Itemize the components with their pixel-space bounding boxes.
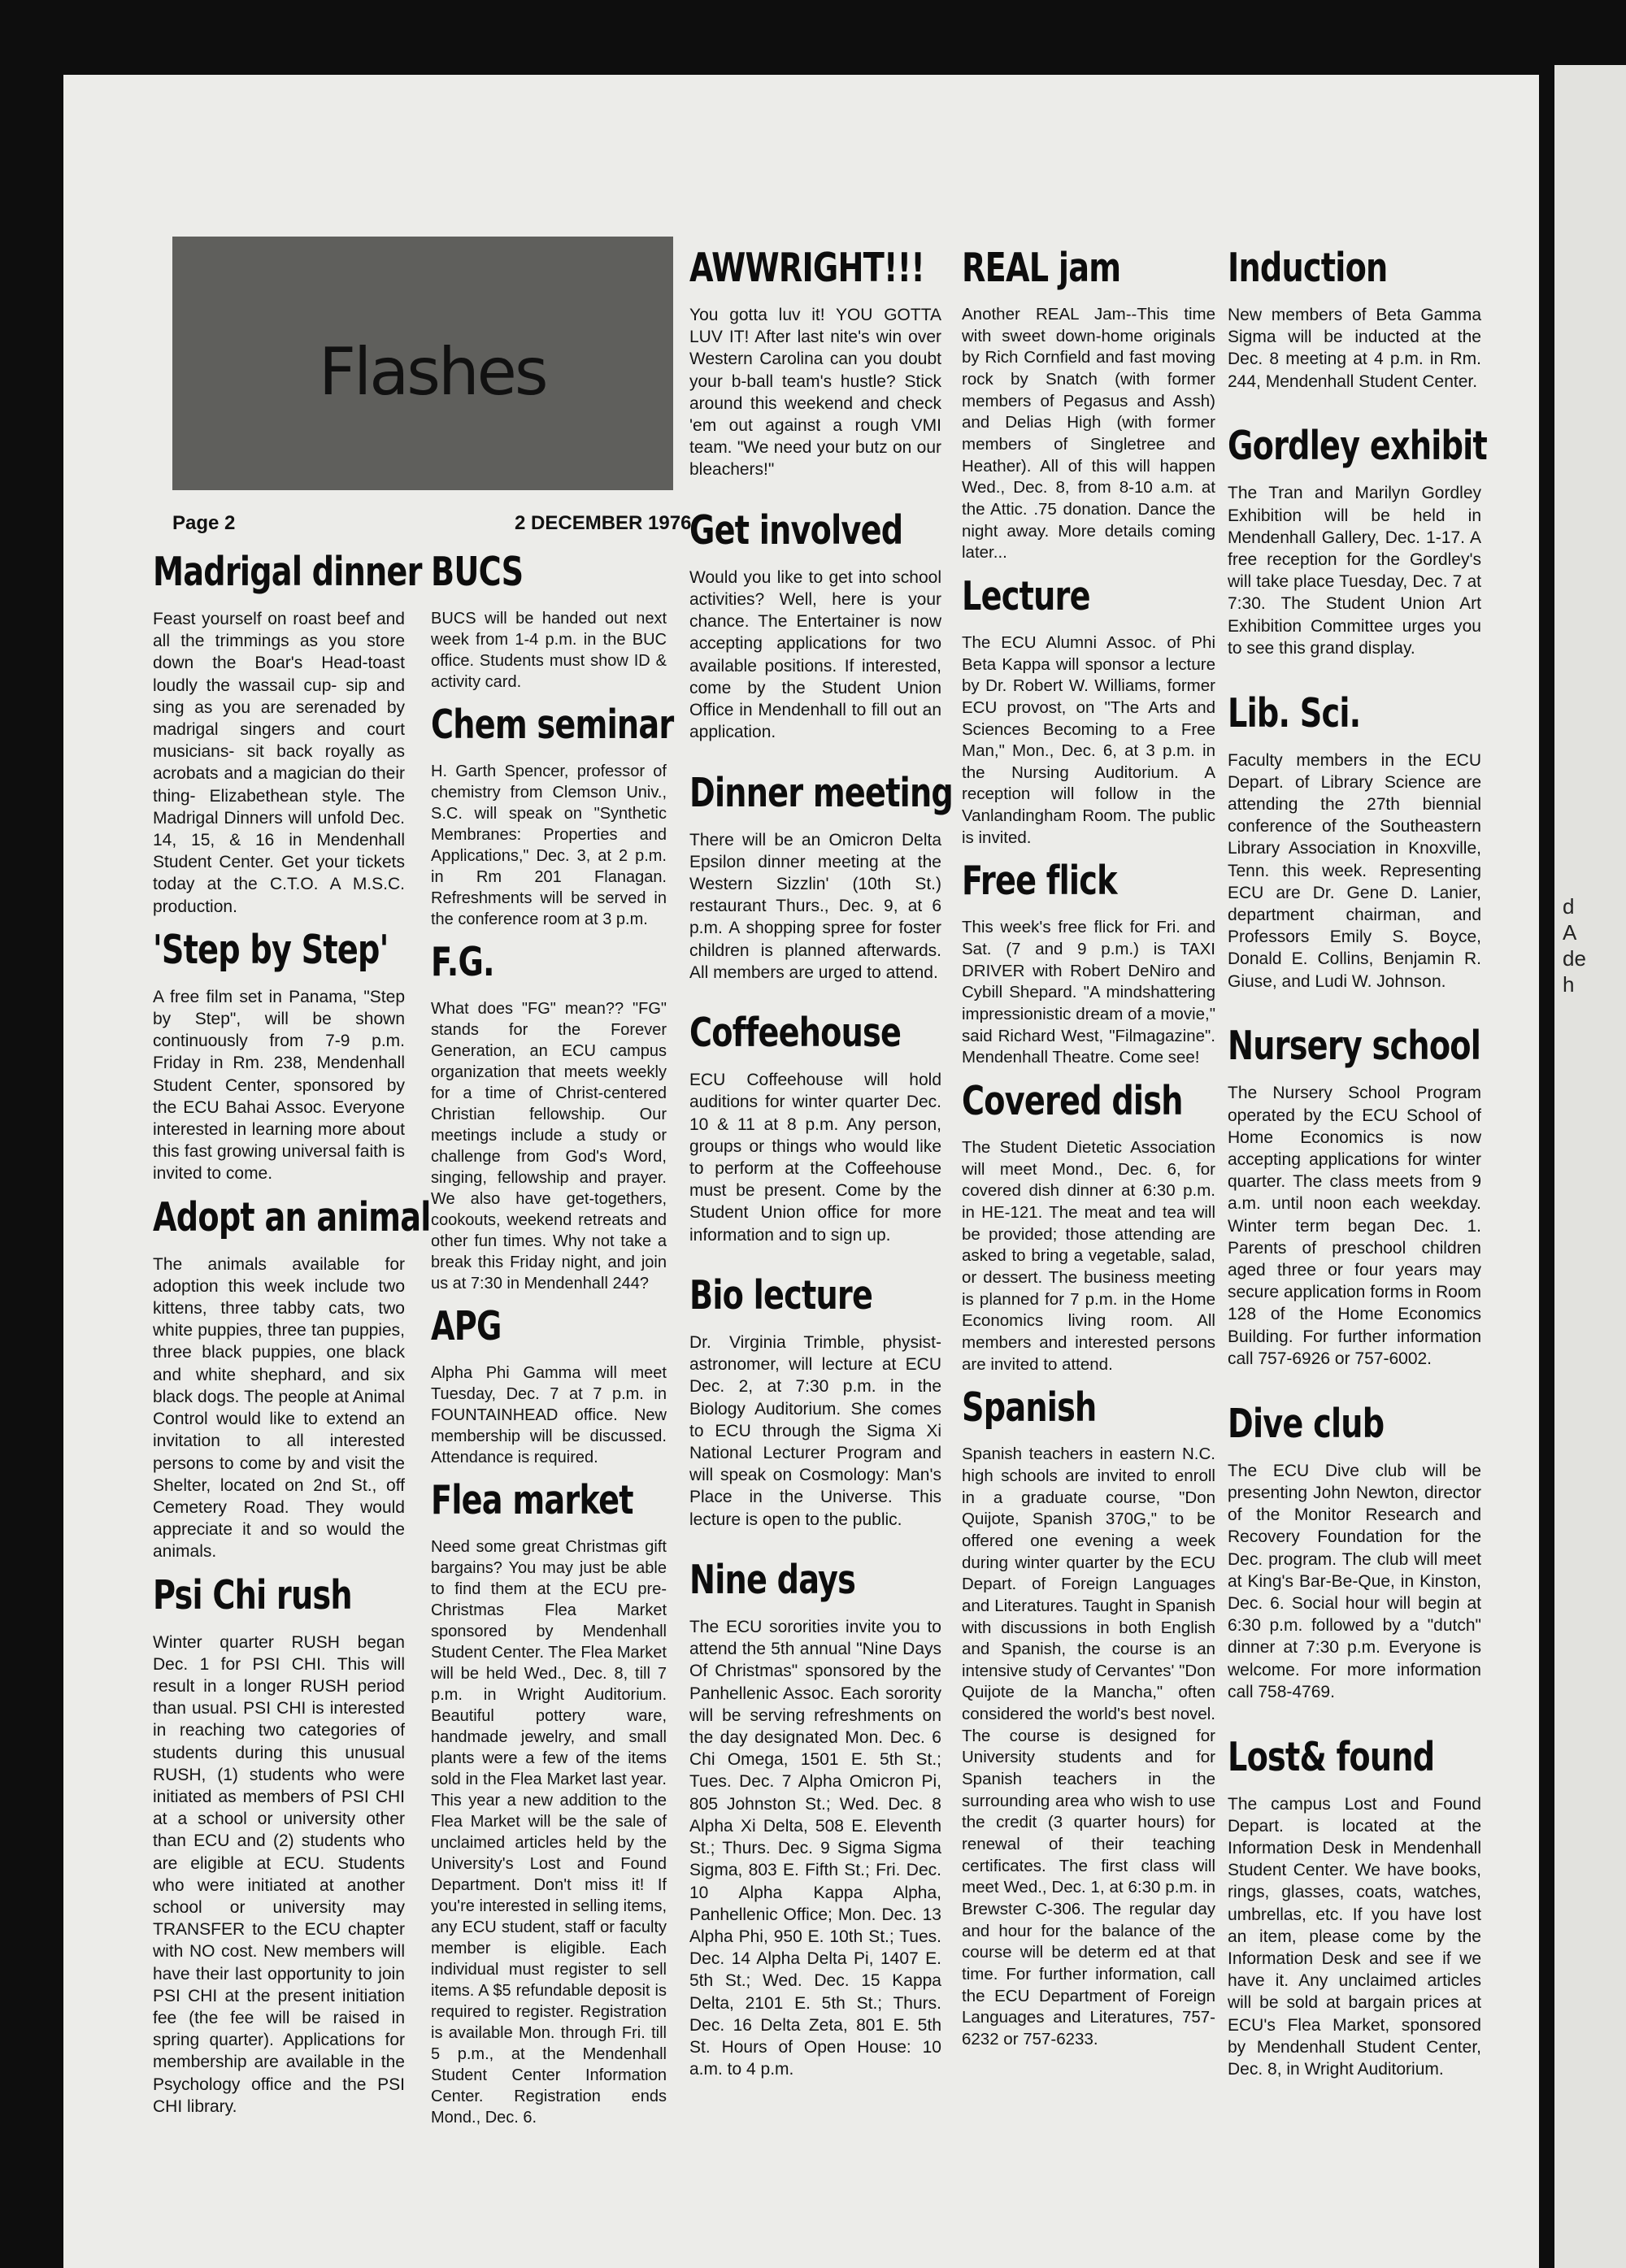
column-3 bbox=[689, 244, 954, 2080]
news-item bbox=[1228, 244, 1481, 393]
news-item bbox=[689, 769, 954, 984]
issue-date: 2 DECEMBER 1976 bbox=[515, 512, 692, 534]
news-headline: Psi Chi rush bbox=[153, 1571, 352, 1618]
news-item bbox=[431, 938, 667, 1294]
news-body: Alpha Phi Gamma will meet Tuesday, Dec. 7 at 7 p.m. in FOUNTAINHEAD office. New membership will be discussed. Attendance is required. bbox=[431, 1364, 667, 1466]
news-headline: Madrigal dinner bbox=[153, 549, 422, 595]
news-body: ECU Coffeehouse will hold auditions for winter quarter Dec. 10 & 11 at 8 p.m. Any person, groups or things who would like to perform at the Coffeehouse must be present. Come by the Student Union office for more information and to sign up. bbox=[689, 1071, 941, 1245]
news-item bbox=[1228, 689, 1481, 993]
news-headline: REAL jam bbox=[962, 245, 1121, 291]
news-headline: AWWRIGHT!!! bbox=[689, 245, 924, 291]
news-headline: Nursery school bbox=[1228, 1023, 1481, 1070]
news-headline: Lib. Sci. bbox=[1228, 689, 1361, 736]
news-body: The ECU Dive club will be presenting John Newton, director of the Monitor Research and Recovery Foundation for the Dec. program. The club will meet at King's Bar-Be-Que, in Kinston, Dec. 6. Social hour will begin at 6:30 p.m. followed by a "dutch" dinner at 7:30 p.m. Everyone is welcome. For more information call 758-4769. bbox=[1228, 1461, 1481, 1701]
news-item bbox=[962, 1077, 1215, 1375]
news-headline: Dive club bbox=[1228, 1400, 1385, 1447]
section-banner bbox=[172, 237, 673, 490]
news-item bbox=[153, 1193, 431, 1563]
news-headline: BUCS bbox=[431, 549, 524, 595]
news-item bbox=[1228, 1733, 1481, 2081]
news-item bbox=[962, 572, 1215, 849]
adjacent-page-edge bbox=[1554, 65, 1626, 2268]
news-headline: APG bbox=[431, 1303, 502, 1349]
news-headline: Lost& found bbox=[1228, 1733, 1435, 1780]
news-item bbox=[962, 1384, 1215, 2050]
news-headline: Nine days bbox=[689, 1557, 856, 1604]
section-title: Flashes bbox=[319, 334, 546, 410]
news-body: Need some great Christmas gift bargains? You may just be able to find them at the ECU pre-Christmas Flea Market sponsored by Mendenhall Student Center. The Flea Market will be held Wed., Dec. 8, till 7 p.m. in Wright Auditorium. Beautiful pottery ware, handmade jewelry, and small plants were a few of the items sold in the Flea Market last year. This year a new addition to the Flea Market will be the sale of unclaimed articles held by the University's Lost and Found Department. Don't miss it! If you're interested in selling items, any ECU student, staff or faculty member is eligible. Each individual must register to sell items. A $5 refundable deposit is required to register. Registration is available Mon. through Fri. till 5 p.m., at the Mendenhall Student Center Information Center. Registration ends Mond., Dec. 6. bbox=[431, 1538, 667, 2127]
news-item bbox=[962, 857, 1215, 1069]
column-4 bbox=[962, 244, 1215, 2051]
column-5 bbox=[1228, 244, 1487, 2080]
news-item bbox=[689, 1271, 941, 1531]
news-headline: Chem seminar bbox=[431, 702, 674, 748]
news-body: A free film set in Panama, "Step by Step", will be shown continuously from 7-9 p.m. Friday in Rm. 238, Mendenhall Student Center, sponsored by the ECU Bahai Assoc. Everyone interested in learning more about this fast growing universal faith is invited to come. bbox=[153, 987, 405, 1184]
news-item bbox=[962, 244, 1215, 564]
news-body: Feast yourself on roast beef and all the trimmings as you store down the Boar's Head-toast loudly the wassail cup- sip and sing as you are serenaded by madrigal singers and court musicians- sit back royally as acrobats and a magician do their thing- Elizabethean style. The Madrigal Dinners will unfold Dec. 14, 15, & 16 in Mendenhall Student Center. Get your tickets today at the C.T.O. A M.S.C. production. bbox=[153, 610, 405, 916]
news-item bbox=[431, 701, 674, 930]
news-headline: Lecture bbox=[962, 572, 1090, 619]
news-body: The animals available for adoption this week include two kittens, three tabby cats, two white puppies, three tan puppies, three black puppies, one black and white shephard, and six black dogs. The people at Animal Control would like to extend an invitation to all interested persons to come by and visit the Shelter, located on 2nd St., off Cemetery Road. They would appreciate it and so would the animals. bbox=[153, 1254, 405, 1562]
news-item bbox=[1228, 1022, 1481, 1370]
page-number: Page 2 bbox=[172, 512, 236, 534]
news-body: BUCS will be handed out next week from 1-4 p.m. in the BUC office. Students must show ID & activity card. bbox=[431, 610, 667, 691]
news-item bbox=[689, 1556, 941, 2080]
news-headline: Spanish bbox=[962, 1384, 1097, 1432]
news-headline: Bio lecture bbox=[689, 1272, 873, 1319]
news-body: What does "FG" mean?? "FG" stands for the Forever Generation, an ECU campus organization that meets weekly for a time of Christ-centered Christian fellowship. Our meetings include a study or challenge from God's Word, singing, fellowship and prayer. We also have get-togethers, cookouts, weekend retreats and other fun times. Why not take a break this Friday night, and join us at 7:30 in Mendenhall 244? bbox=[431, 1000, 667, 1293]
news-headline: F.G. bbox=[431, 939, 494, 985]
column-1 bbox=[153, 548, 431, 2118]
news-headline: Induction bbox=[1228, 245, 1388, 291]
news-item bbox=[153, 1571, 405, 2118]
news-body: You gotta luv it! YOU GOTTA LUV IT! After last nite's win over Western Carolina can you doubt your b-ball team's hustle? Stick around this weekend and check 'em out against a rough VMI team. "We need your butz on our bleachers!" bbox=[689, 306, 941, 480]
news-body: Winter quarter RUSH began Dec. 1 for PSI CHI. This will result in a longer RUSH period than usual. PSI CHI is interested in reaching two categories of students during this unusual RUSH, (1) students who were initiated as members of PSI CHI at a school or university other than ECU and (2) students who are eligible at ECU. Students who were initiated at another school or university may TRANSFER to the ECU chapter with NO cost. New members will have their last opportunity to join PSI CHI at the present initiation fee (the fee will be raised in spring quarter). Applications for membership are available in the Psychology office and the PSI CHI library. bbox=[153, 1632, 405, 2116]
news-headline: 'Step by Step' bbox=[153, 926, 389, 973]
news-headline: Adopt an animal bbox=[153, 1193, 431, 1240]
edge-fragment: de bbox=[1563, 946, 1586, 971]
news-body: The Nursery School Program operated by the ECU School of Home Economics is now accepting applications for winter quarter. The class meets from 9 a.m. until noon each weekday. Winter term began Dec. 1. Parents of preschool children aged three or four years may secure application forms in Room 128 of the Home Economics Building. For further information call 757-6926 or 757-6002. bbox=[1228, 1084, 1481, 1368]
edge-fragment: d bbox=[1563, 894, 1575, 919]
news-body: H. Garth Spencer, professor of chemistry from Clemson Univ., S.C. will speak on "Synthetic Membranes: Properties and Applications," Dec. 3, at 2 p.m. in Rm 201 Flanagan. Refreshments will be served in the conference room at 3 p.m. bbox=[431, 763, 667, 928]
edge-fragment: A bbox=[1563, 920, 1577, 945]
column-2 bbox=[431, 548, 674, 2128]
news-headline: Get involved bbox=[689, 506, 903, 554]
news-body: The campus Lost and Found Depart. is located at the Information Desk in Mendenhall Student Center. We have books, rings, glasses, coats, watches, umbrellas, etc. If you have lost an item, please come by the Information Desk and see if we have it. Any unclaimed articles will be sold at bargain prices at ECU's Flea Market, sponsored by Mendenhall Student Center, Dec. 8, in Wright Auditorium. bbox=[1228, 1794, 1481, 2079]
news-headline: Dinner meeting bbox=[689, 769, 954, 816]
news-headline: Coffeehouse bbox=[689, 1010, 902, 1057]
news-body: The Tran and Marilyn Gordley Exhibition will be held in Mendenhall Gallery, Dec. 1-17. A free reception for the Gordley's will take place Tuesday, Dec. 7 at 7:30. The Student Union Art Exhibition Committee urges you to see this grand display. bbox=[1228, 484, 1481, 658]
news-body: There will be an Omicron Delta Epsilon dinner meeting at the Western Sizzlin' (10th St.) restaurant Thurs., Dec. 9, at 6 p.m. A shopping spree for foster children is planned afterwards. All members are urged to attend. bbox=[689, 830, 941, 982]
news-body: Spanish teachers in eastern N.C. high schools are invited to enroll in a graduate course, "Don Quijote, Spanish 370G," to be offered one evening a week during winter quarter by the ECU Depart. of Foreign Languages and Literatures. Taught in Spanish with discussions in both English and Spanish, the course is an intensive study of Cervantes' "Don Quijote de la Mancha," often considered the world's best novel. The course is designed for University students and for Spanish teachers in the surrounding area who wish to use the credit (3 quarter hours) for renewal of their teaching certificates. The first class will meet Wed., Dec. 1, at 6:30 p.m. in Brewster C-306. The regular day and hour for the balance of the course will be determ ed at that time. For further information, call the ECU Department of Foreign Languages and Literatures, 757-6232 or 757-6233. bbox=[962, 1445, 1216, 2049]
news-body: The ECU sororities invite you to attend the 5th annual "Nine Days Of Christmas" sponsored by the Panhellenic Assoc. Each sorority will be serving refreshments on the day designated Mon. Dec. 6 Chi Omega, 1501 E. 5th St.; Tues. Dec. 7 Alpha Omicron Pi, 805 Johnston St.; Wed. Dec. 8 Alpha Xi Delta, 508 E. Eleventh St.; Thurs. Dec. 9 Sigma Sigma Sigma, 803 E. Fifth St.; Fri. Dec. 10 Alpha Kappa Alpha, Panhellenic Office; Mon. Dec. 13 Alpha Phi, 950 E. 10th St.; Tues. Dec. 14 Alpha Delta Pi, 1407 E. 5th St.; Wed. Dec. 15 Kappa Delta, 2101 E. 5th St.; Thurs. Dec. 16 Delta Zeta, 801 E. 5th St. Hours of Open House: 10 a.m. to 4 p.m. bbox=[689, 1618, 941, 2079]
edge-fragment: h bbox=[1563, 972, 1575, 997]
news-headline: Covered dish bbox=[962, 1078, 1183, 1125]
news-item bbox=[431, 1476, 667, 2128]
news-body: Faculty members in the ECU Depart. of Library Science are attending the 27th biennial conference of the Southeastern Library Association in Knoxville, Tenn. this week. Representing ECU are Dr. Gene D. Lanier, department chairman, and Professors Emily S. Boyce, Donald E. Collins, Benjamin R. Giuse, and Ludi W. Johnson. bbox=[1228, 750, 1481, 991]
news-item bbox=[153, 926, 405, 1185]
news-headline: Flea market bbox=[431, 1477, 633, 1523]
news-item bbox=[431, 548, 667, 693]
news-body: This week's free flick for Fri. and Sat. (7 and 9 p.m.) is TAXI DRIVER with Robert DeNiro and Cybill Shepard. "A mindshattering impressionistic dream of a movie," said Richard West, "Filmagazine". Mendenhall Theatre. Come see! bbox=[962, 918, 1215, 1067]
news-body: New members of Beta Gamma Sigma will be inducted at the Dec. 8 meeting at 4 p.m. in Rm. 244, Mendenhall Student Center. bbox=[1228, 306, 1481, 391]
news-body: Would you like to get into school activities? Well, here is your chance. The Entertainer is now accepting applications for two available positions. If interested, come by the Student Union Office in Mendenhall to fill out an application. bbox=[689, 567, 941, 742]
news-body: Another REAL Jam--This time with sweet down-home originals by Rich Cornfield and fast moving rock by Snatch (with former members of Pegasus and Assh) and Delias High (with former members of Singletree and Heather). All of this will happen Wed., Dec. 8, from 8-10 a.m. at the Attic. .75 donation. Dance the night away. More details coming later... bbox=[962, 305, 1215, 563]
news-headline: Gordley exhibit bbox=[1228, 423, 1487, 470]
news-body: The Student Dietetic Association will meet Mond., Dec. 6, for covered dish dinner at 6:30 p.m. in HE-121. The meat and tea will be provided; those attending are asked to bring a vegetable, salad, or dessert. The business meeting is planned for 7 p.m. in the Home Economics living room. All members and interested persons are invited to attend. bbox=[962, 1138, 1215, 1374]
news-item bbox=[689, 506, 941, 744]
news-body: The ECU Alumni Assoc. of Phi Beta Kappa will sponsor a lecture by Dr. Robert W. Williams, former ECU provost, on "The Arts and Sciences Becoming to a Free Man," Mon., Dec. 6, at 3 p.m. in the Nursing Auditorium. A reception will follow in the Vanlandingham Room. The public is invited. bbox=[962, 632, 1215, 847]
news-item bbox=[1228, 1400, 1481, 1703]
news-item bbox=[689, 244, 941, 481]
news-item bbox=[1228, 422, 1487, 659]
news-headline: Free flick bbox=[962, 858, 1117, 905]
news-item bbox=[153, 548, 422, 918]
news-body: Dr. Virginia Trimble, physist-astronomer, will lecture at ECU Dec. 2, at 7:30 p.m. in the Biology Auditorium. She comes to ECU through the Sigma Xi National Lecturer Program and will speak on Cosmology: Man's Place in the Universe. This lecture is open to the public. bbox=[689, 1333, 941, 1529]
news-item bbox=[689, 1009, 941, 1246]
news-item bbox=[431, 1302, 667, 1468]
